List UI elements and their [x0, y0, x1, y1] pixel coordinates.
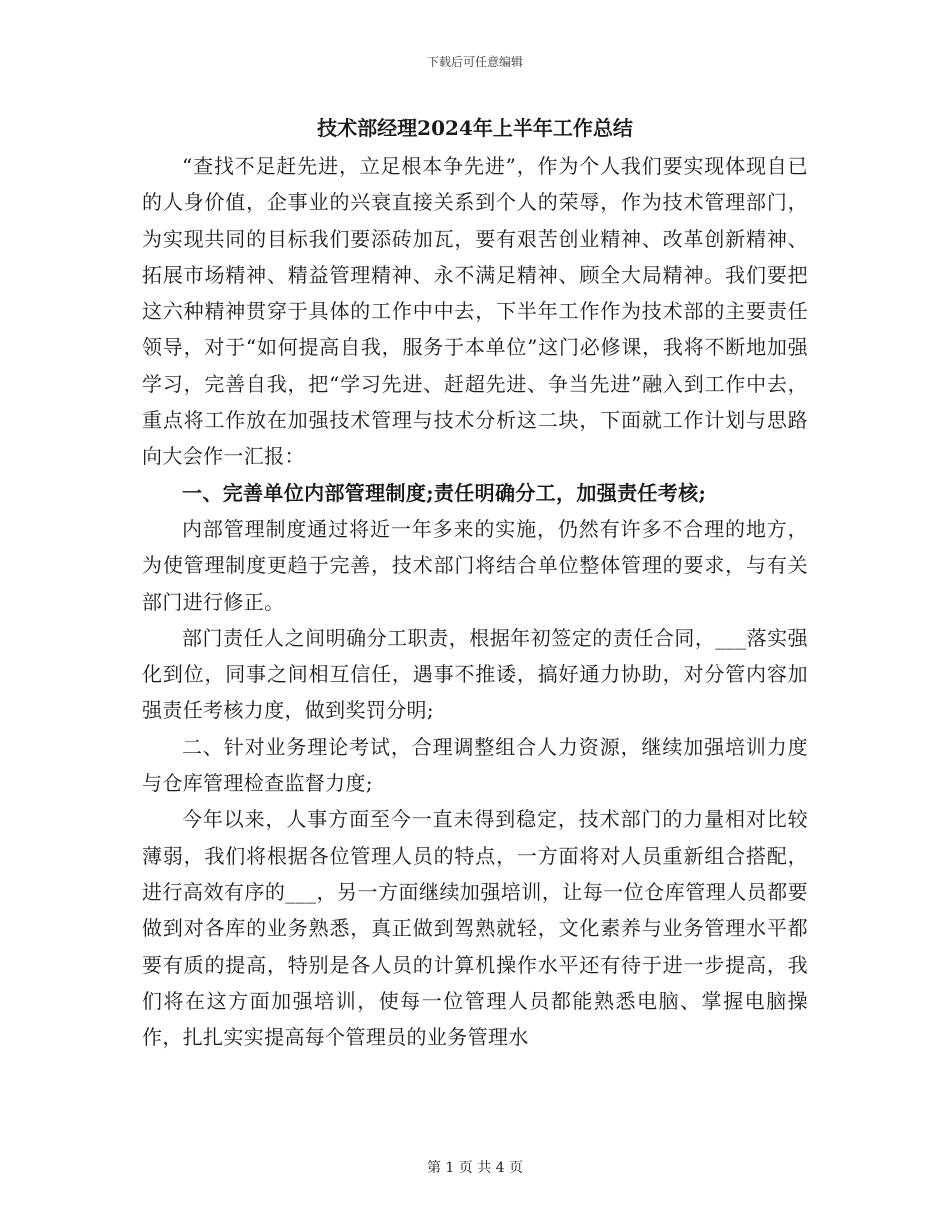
paragraph-responsibility: 部门责任人之间明确分工职责，根据年初签定的责任合同，___落实强化到位，同事之间相互信任，遇事不推诿，搞好通力协助，对分管内容加强责任考核力度，做到奖罚分明;: [142, 625, 808, 723]
paragraph-training: 今年以来，人事方面至今一直未得到稳定，技术部门的力量相对比较薄弱，我们将根据各位管理人员的特点，一方面将对人员重新组合搭配，进行高效有序的___，另一方面继续加强培训，让每一位仓库管理人员都要做到对各库的业务熟悉，真正做到驾熟就轻，文化素养与业务管理水平都要有质的提高，特别是各人员的计算机操作水平还有待于进一步提高，我们将在这方面加强培训，使每一位管理人员都能熟悉电脑、掌握电脑操作，扎扎实实提高每个管理员的业务管理水: [142, 807, 808, 1050]
document-body: [142, 110, 808, 1055]
document-title: 技术部经理2024年上半年工作总结: [317, 116, 633, 140]
section-heading-1: 一、完善单位内部管理制度;责任明确分工，加强责任考核;: [182, 480, 707, 505]
paragraph-intro: “查找不足赶先进，立足根本争先进”，作为个人我们要实现体现自已的人身价值，企事业的兴衰直接关系到个人的荣辱，作为技术管理部门，为实现共同的目标我们要添砖加瓦，要有艰苦创业精神、改革创新精神、拓展市场精神、精益管理精神、永不满足精神、顾全大局精神。我们要把这六种精神贯穿于具体的工作中中去，下半年工作作为技术部的主要责任领导，对于“如何提高自我，服务于本单位”这门必修课，我将不断地加强学习，完善自我，把“学习先进、赶超先进、争当先进”融入到工作中去，重点将工作放在加强技术管理与技术分析这二块，下面就工作计划与思路向大会作一汇报：: [142, 154, 808, 469]
section-heading-2: 二、针对业务理论考试，合理调整组合人力资源，继续加强培训力度与仓库管理检查监督力度;: [142, 734, 808, 796]
page-number: 第 1 页 共 4 页: [426, 1160, 524, 1176]
header-note: 下载后可任意编辑: [426, 55, 523, 69]
paragraph-management-system: 内部管理制度通过将近一年多来的实施，仍然有许多不合理的地方，为使管理制度更趋于完善，技术部门将结合单位整体管理的要求，与有关部门进行修正。: [142, 516, 808, 614]
